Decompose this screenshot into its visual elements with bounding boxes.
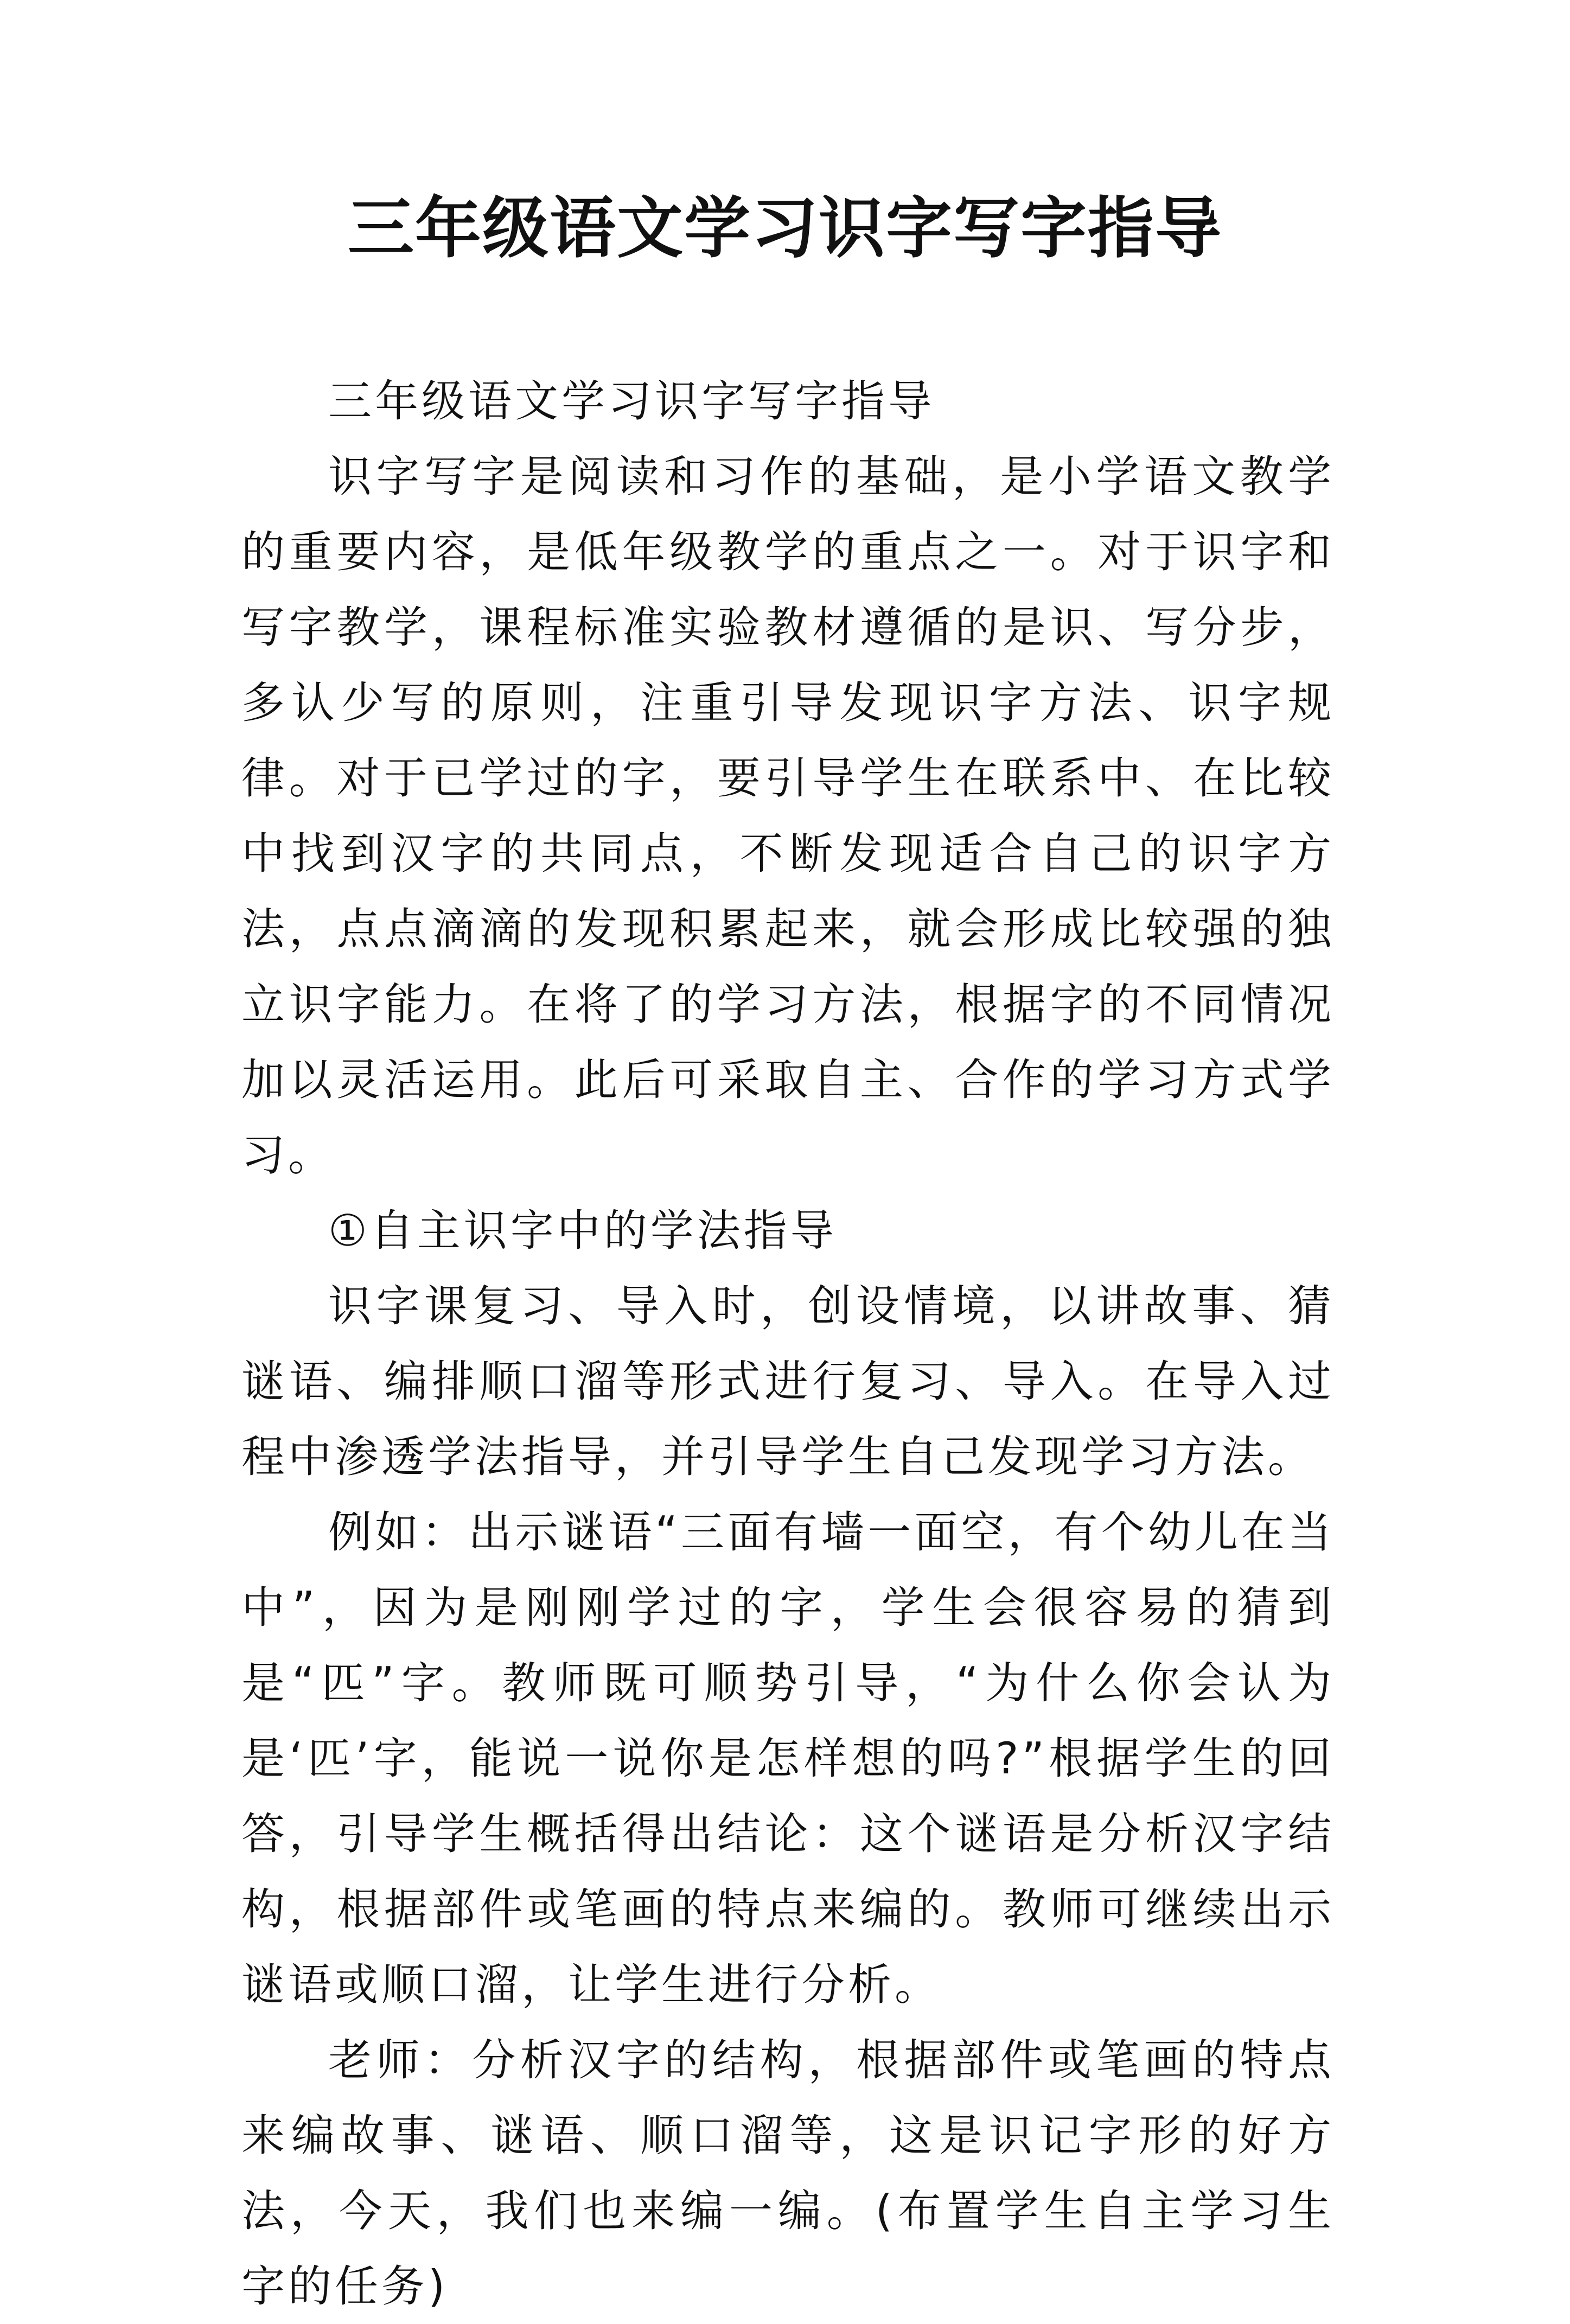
paragraph-review-intro: 识字课复习、导入时，创设情境，以讲故事、猜谜语、编排顺口溜等形式进行复习、导入。在导入过程中渗透学法指导，并引导学生自己发现学习方法。 — [241, 1281, 1335, 1482]
document-body — [241, 363, 1335, 2324]
paragraph-teacher: 老师：分析汉字的结构，根据部件或笔画的特点来编故事、谜语、顺口溜等，这是识记字形的好方法，今天，我们也来编一编。(布置学生自主学习生字的任务) — [241, 2035, 1335, 2312]
document-title: 三年级语文学习识字写字指导 — [348, 189, 1222, 267]
paragraph-intro: 识字写字是阅读和习作的基础，是小学语文教学的重要内容，是低年级教学的重点之一。对于识字和写字教学，课程标准实验教材遵循的是识、写分步，多认少写的原则，注重引导发现识字方法、识字规律。对于已学过的字，要引导学生在联系中、在比较中找到汉字的共同点，不断发现适合自己的识字方法，点点滴滴的发现积累起来，就会形成比较强的独立识字能力。在将了的学习方法，根据字的不同情况加以灵活运用。此后可采取自主、合作的学习方式学习。 — [241, 451, 1335, 1180]
paragraph-section-heading: ①自主识字中的学法指导 — [328, 1205, 837, 1256]
paragraph-example: 例如：出示谜语“三面有墙一面空，有个幼儿在当中”，因为是刚刚学过的字，学生会很容易的猜到是“匹”字。教师既可顺势引导，“为什么你会认为是‘匹’字，能说一说你是怎样想的吗?”根据学生的回答，引导学生概括得出结论：这个谜语是分析汉字结构，根据部件或笔画的特点来编的。教师可继续出示谜语或顺口溜，让学生进行分析。 — [241, 1507, 1335, 2010]
paragraph-subtitle: 三年级语文学习识字写字指导 — [328, 376, 935, 426]
